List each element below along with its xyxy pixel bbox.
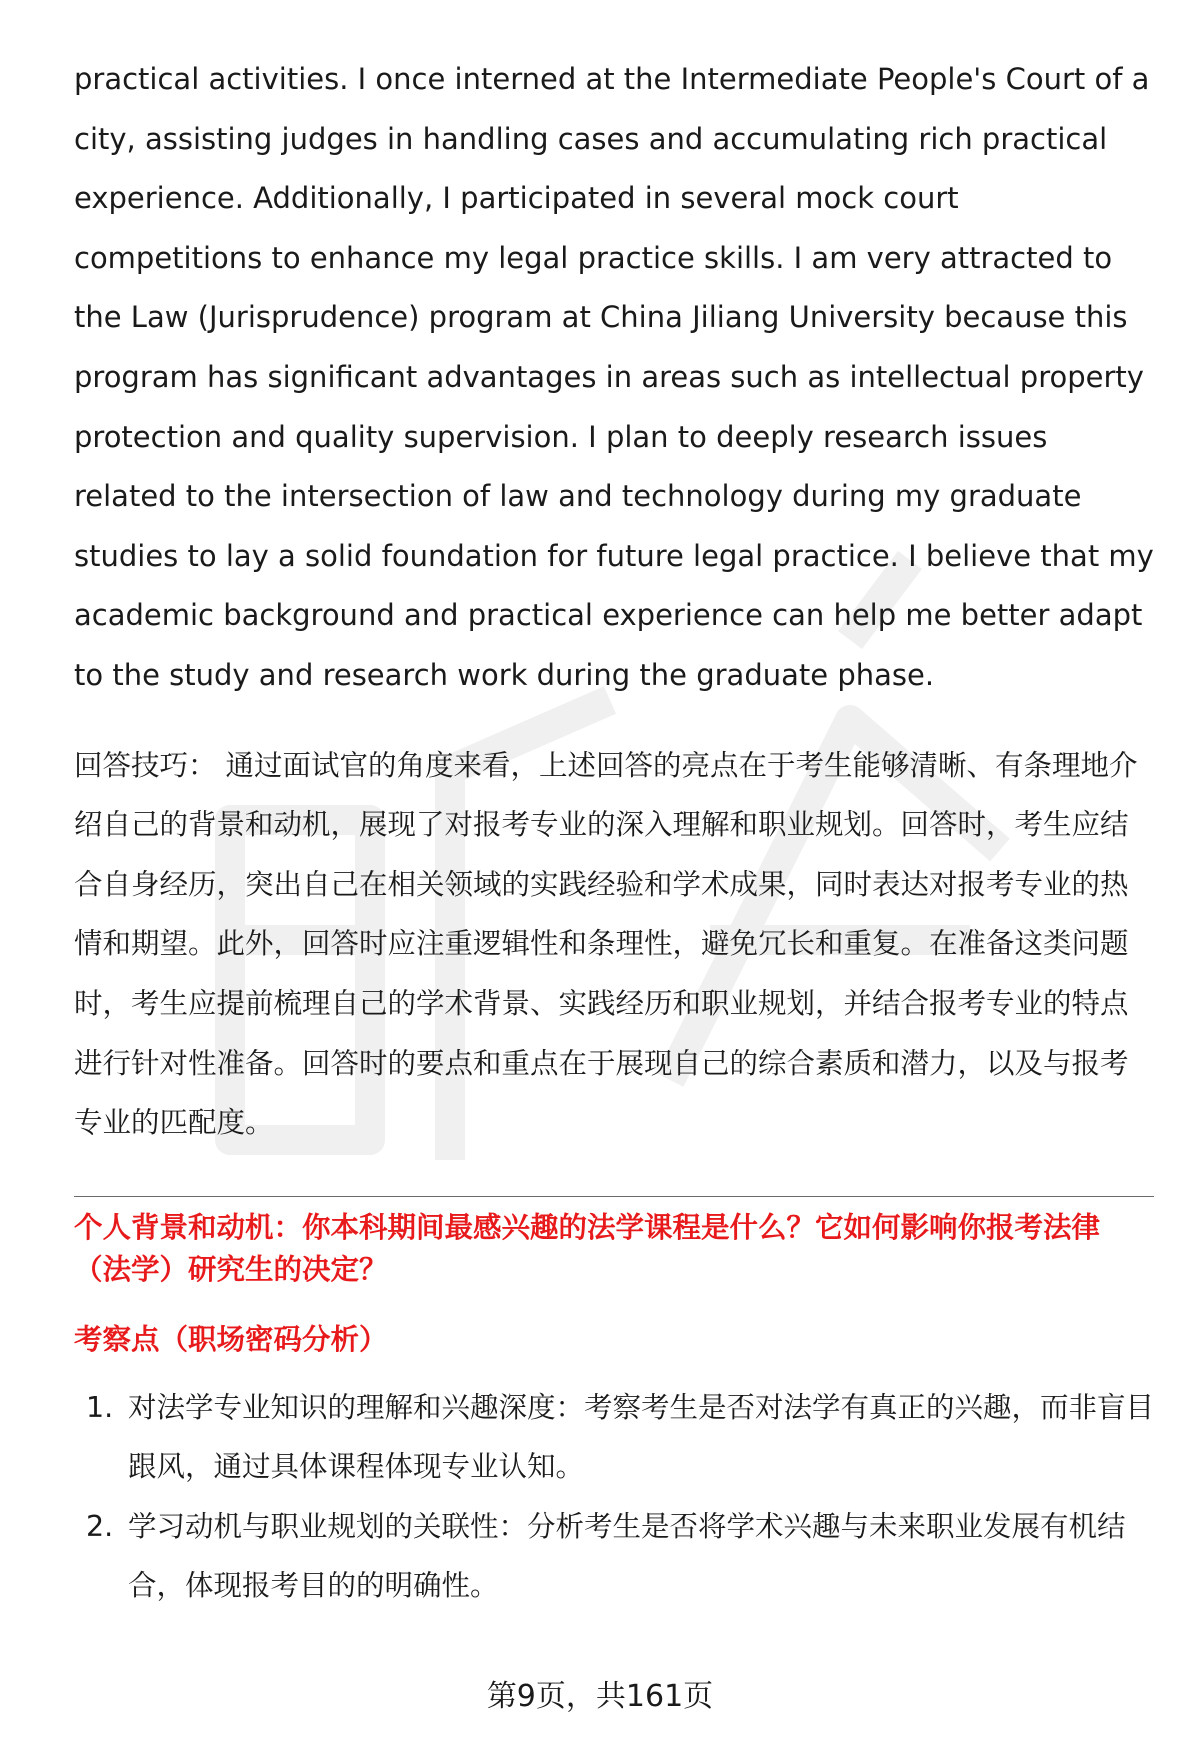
exam-points-list: [74, 1378, 1154, 1616]
page-footer: 第9页，共161页: [486, 1679, 714, 1714]
list-item: [74, 1497, 1154, 1616]
list-item-number: 2.: [86, 1509, 114, 1543]
question-heading: 个人背景和动机：你本科期间最感兴趣的法学课程是什么？它如何影响你报考法律（法学）研究生的决定？: [74, 1210, 1101, 1286]
section-divider: [74, 1196, 1154, 1197]
list-item-number: 1.: [86, 1390, 114, 1424]
page-content: [74, 50, 1154, 1616]
answer-tip-paragraph: 回答技巧： 通过面试官的角度来看，上述回答的亮点在于考生能够清晰、有条理地介绍自己的背景和动机，展现了对报考专业的深入理解和职业规划。回答时，考生应结合自身经历，突出自己在相关领域的实践经验和学术成果，同时表达对报考专业的热情和期望。此外，回答时应注重逻辑性和条理性，避免冗长和重复。在准备这类问题时，考生应提前梳理自己的学术背景、实践经历和职业规划，并结合报考专业的特点进行针对性准备。回答时的要点和重点在于展现自己的综合素质和潜力，以及与报考专业的匹配度。: [74, 748, 1138, 1140]
exam-points-heading: 考察点（职场密码分析）: [74, 1322, 388, 1356]
list-item-text: 学习动机与职业规划的关联性：分析考生是否将学术兴趣与未来职业发展有机结合，体现报考目的的明确性。: [128, 1509, 1126, 1603]
list-item-text: 对法学专业知识的理解和兴趣深度：考察考生是否对法学有真正的兴趣，而非盲目跟风，通过具体课程体现专业认知。: [128, 1390, 1155, 1484]
list-item: [74, 1378, 1154, 1497]
body-paragraph: practical activities. I once interned at the Intermediate People's Court of a city, assisting judges in handling cases and accumulating rich practical experience. Additionally, I participated in several mock court competitions to enhance my legal practice skills. I am very attracted to the Law (Jurisprudence) program at China Jiliang University because this program has significant advantages in areas such as intellectual property protection and quality supervision. I plan to deeply research issues related to the intersection of law and technology during my graduate studies to lay a solid foundation for future legal practice. I believe that my academic background and practical experience can help me better adapt to the study and research work during the graduate phase.: [74, 62, 1154, 692]
